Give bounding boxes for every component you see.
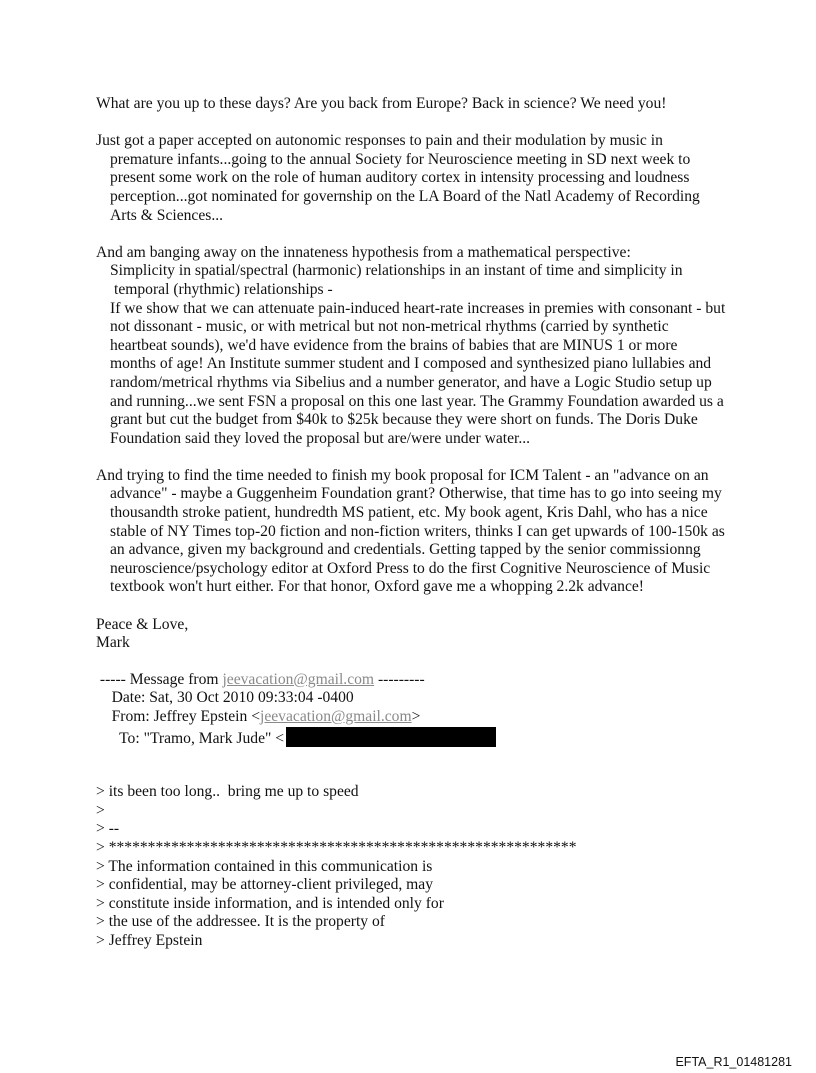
document-id-footer: EFTA_R1_01481281 [675, 1055, 792, 1069]
from-line [96, 708, 726, 727]
to-line [96, 727, 726, 749]
quoted-line: > The information contained in this communication is [96, 857, 433, 875]
quoted-line: > -- [96, 820, 120, 838]
signature-block [96, 616, 726, 653]
message-from-email-link[interactable]: jeevacation@gmail.com [222, 670, 375, 688]
date-line: Date: Sat, 30 Oct 2010 09:33:04 -0400 [96, 689, 354, 707]
email-body [96, 95, 726, 951]
forwarded-header [96, 671, 726, 748]
quoted-line: > Jeffrey Epstein [96, 931, 203, 949]
message-from-line [96, 671, 726, 690]
quoted-line: > the use of the addressee. It is the property of [96, 913, 385, 931]
innateness-lead: And am banging away on the innateness hypothesis from a mathematical perspective: [96, 243, 631, 261]
redaction-bar [286, 727, 496, 747]
from-suffix: > [411, 708, 421, 725]
message-from-prefix: ----- Message from [96, 670, 223, 688]
signature-name: Mark [96, 634, 130, 652]
quoted-line: > [96, 801, 105, 819]
book-proposal-paragraph: And trying to find the time needed to finish my book proposal for ICM Talent - an "advance on an advance" - maybe a Guggenheim Foundation grant? Otherwise, that time has to go into seeing my thousandth stroke patient, hundredth MS patient, etc. My book agent, Kris Dahl, who has a nice stable of NY Times top-20 fiction and non-fiction writers, thinks I can get upwards of 100-150k as an advance, given my background and credentials. Getting tapped by the senior commissionng neuroscience/psychology editor at Oxford Press to do the first Cognitive Neuroscience of Music textbook won't hurt either. For that honor, Oxford gave me a whopping 2.2k advance! [96, 466, 725, 596]
innateness-simplicity: Simplicity in spatial/spectral (harmonic) relationships in an instant of time and simplicity in temporal (rhythmic) relationships - [110, 262, 683, 298]
from-prefix: From: Jeffrey Epstein < [96, 708, 260, 725]
quoted-message [96, 783, 726, 950]
innateness-paragraph [96, 244, 726, 449]
from-email-link[interactable]: jeevacation@gmail.com [260, 708, 412, 725]
quoted-line: > constitute inside information, and is intended only for [96, 894, 444, 912]
quoted-line: > its been too long.. bring me up to speed [96, 783, 359, 801]
quoted-line: > confidential, may be attorney-client privileged, may [96, 876, 434, 894]
paper-accepted-paragraph: Just got a paper accepted on autonomic responses to pain and their modulation by music in premature infants...going to the annual Society for Neuroscience meeting in SD next week to present some work on the role of human auditory cortex in intensity processing and loudness perception...got nominated for governship on the LA Board of the Natl Academy of Recording Arts & Sciences... [96, 132, 700, 224]
signoff: Peace & Love, [96, 615, 189, 633]
message-from-suffix: --------- [374, 670, 425, 688]
quoted-line: > ************************************************************ [96, 838, 577, 856]
to-prefix: To: "Tramo, Mark Jude" < [96, 729, 285, 747]
innateness-experiment: If we show that we can attenuate pain-induced heart-rate increases in premies with consonant - but not dissonant - music, or with metrical but not non-metrical rhythms (carried by synthetic heartbeat sounds), we'd have evidence from the brains of babies that are MINUS 1 or more months of age! An Institute summer student and I composed and synthesized piano lullabies and random/metrical rhythms via Sibelius and a number generator, and have a Logic Studio setup up and running...we sent FSN a proposal on this one last year. The Grammy Foundation awarded us a grant but cut the budget from $40k to $25k because they were short on funds. The Doris Duke Foundation said they loved the proposal but are/were under water... [110, 299, 726, 447]
intro-paragraph: What are you up to these days? Are you back from Europe? Back in science? We need you! [96, 95, 667, 112]
